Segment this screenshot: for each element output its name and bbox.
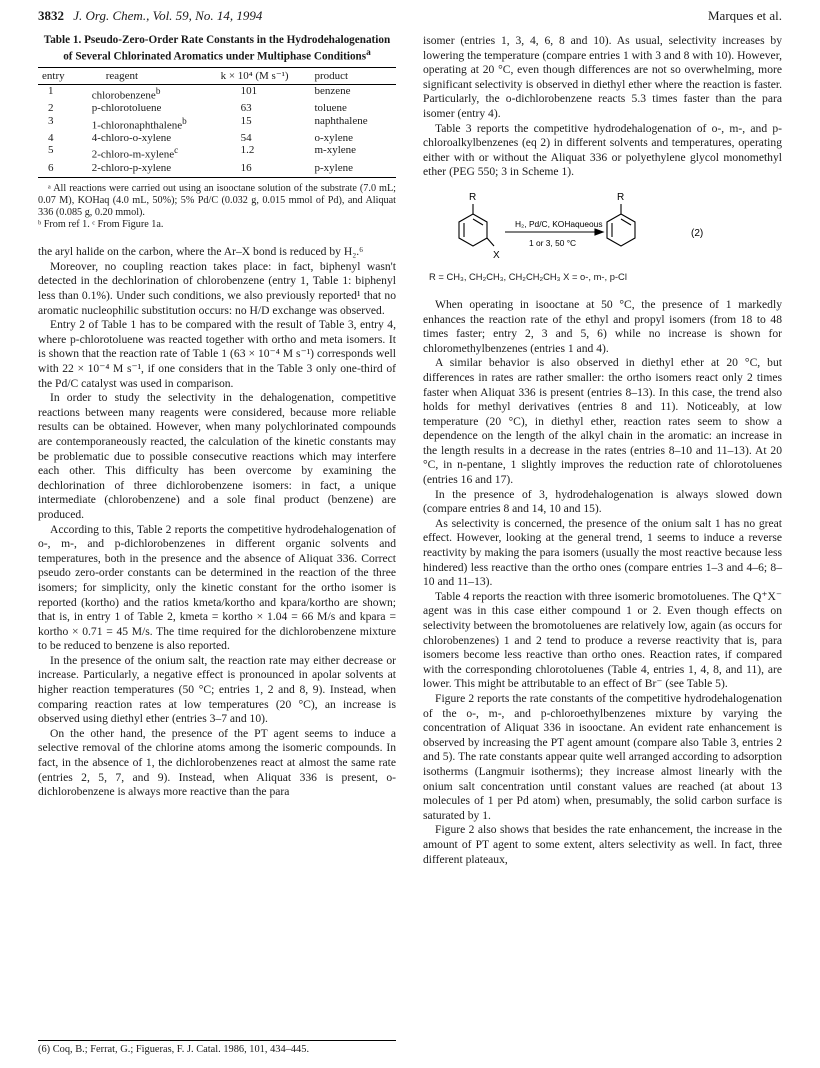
reagents-above-arrow: H₂, Pd/C, KOHaqueous bbox=[515, 218, 603, 229]
col-header-reagent: reagent bbox=[92, 68, 221, 85]
cell-entry: 2 bbox=[48, 101, 54, 114]
table1-header-row bbox=[38, 68, 396, 85]
cell-k: 101 bbox=[240, 84, 258, 97]
product-benzene-ring bbox=[607, 214, 635, 246]
left-paragraph: the aryl halide on the carbon, where the Ar–X bond is reduced by H₂.⁶ bbox=[38, 245, 364, 259]
left-paragraph: According to this, Table 2 reports the competitive hydrodehalogenation of o-, m-, and p-dichlorobenzenes in different organic solvents and temperatures, both in the presence and the absence of Aliquat 336. Correct pseudo zero-order constants can be determined in the reaction of the three isomers; for simplicity, only the kinetic constant for the ortho isomer is reported (kortho) and the ratios kmeta/kortho and kpara/kortho are shown; that is, in entry 1 of Table 2, kmeta = kortho × 1.04 = 66 M/s and kpara = kortho × 0.71 = 45 M/s. The time required for the dichlorobenzene mixture to be reduced to benzene is also reported. bbox=[38, 522, 396, 653]
table1-caption: Table 1. Pseudo-Zero-Order Rate Constants in the Hydrodehalogenation of Several Chlorinated Aromatics under Multiphase Conditions$^a$ bbox=[43, 34, 391, 63]
table1-caption-mark: a bbox=[366, 48, 371, 59]
left-paragraph: In the presence of the onium salt, the reaction rate may either decrease or increase. Particularly, a negative effect is pronounced in apolar solvents at higher reaction temperatures (50 °C; entries 1, 2 and 8, 9). Instead, when comparing reaction rates at low temperatures (20 °C), an increase is observed using diethyl ether (entries 3–7 and 10). bbox=[38, 653, 396, 726]
table1-footnote-bc: ᵇ From ref 1. ᶜ From Figure 1a. bbox=[38, 219, 164, 231]
x-label: X bbox=[493, 249, 500, 261]
cell-product: p-xylene bbox=[306, 162, 396, 178]
left-paragraph: In order to study the selectivity in the dehalogenation, competitive reactions between many reagents were considered, because more reliable results can be obtained. However, when many polychlorinated compounds are contemporaneously reacted, the calculation of the kinetic constants may be problematic due to possible consecutive reactions which may interfere each other. This difficulty has been overcome by examining the dechlorination of three dichlorobenzene isomers: in fact, a unique intermediate (chlorobenzene) and a sole final product (benzene) are produced. bbox=[38, 391, 396, 521]
cell-k: 54 bbox=[240, 131, 252, 144]
cell-product: toluene bbox=[314, 101, 347, 114]
left-paragraph: Entry 2 of Table 1 has to be compared with the result of Table 3, entry 4, where p-chlorotoluene was reacted together with ortho and meta isomers. It is shown that the reaction rate of Table 1 (63 × 10⁻⁴ M s⁻¹) corresponds well with 22 × 10⁻⁴ M s⁻¹, if one considers that in the Table 3 only one-third of the Pd/C catalyst was used in comparison. bbox=[38, 318, 396, 390]
cell-k: 63 bbox=[240, 101, 252, 114]
table-row bbox=[38, 115, 396, 132]
right-paragraph: A similar behavior is also observed in diethyl ether at 20 °C, but differences in rates are rather smaller: the ortho isomers react only 2 times faster when Aliquat 336 is present (entries 8–13). In this case, the trend also holds for methyl derivatives (entries 8 and 11). Noticeably, at low temperature (20 °C), in diethyl ether, reaction rates seem to show a dependence on the length of the alkyl chain in the aromatic: an increase in the length results in a decrease in the rates (entries 8–10 and 11–13). At 20 °C, in n-pentane, 1 slightly improves the reduction rate of chlorotoluenes (entries 16 and 17). bbox=[423, 356, 782, 487]
right-paragraph: isomer (entries 1, 3, 4, 6, 8 and 10). As usual, selectivity increases by lowering the temperature (compare entries 1 with 3 and 8 with 10). However, operating at 20 °C, even though differences are not so overwhelming, more significant selectivity is observed in diethyl ether where the reaction is faster. Particularly, the o-dichlorobenzene reacts 5.3 times faster than the para isomer (entry 4). bbox=[423, 34, 782, 120]
cell-entry: 4 bbox=[48, 131, 54, 144]
cell-k: 1.2 bbox=[240, 144, 255, 157]
table-row bbox=[38, 132, 396, 145]
page-header bbox=[38, 8, 782, 28]
table1 bbox=[38, 67, 396, 178]
scheme-drawing bbox=[423, 186, 782, 278]
right-paragraph: When operating in isooctane at 50 °C, the presence of 1 markedly enhances the reaction rate of the ethyl and propyl isomers (from 18 to 48 times faster; entry 2, 3 and 5, 6) while no increase is shown for chloromethylbenzenes (entries 1 and 4). bbox=[423, 297, 782, 355]
table1-footnote-a: ᵃ All reactions were carried out using an isooctane solution of the substrate (7.0 mL; 0.07 M), KOHaq (4.0 mL, 50%); 5% Pd/C (0.032 g, 0.015 mmol of Pd), and Aliquat 336 (0.085 g, 0.20 mmol). bbox=[38, 183, 396, 219]
col-header-entry: entry bbox=[38, 68, 92, 85]
cell-k: 15 bbox=[240, 114, 252, 127]
cell-footnote-mark: b bbox=[182, 115, 187, 126]
cell-product: naphthalene bbox=[314, 114, 368, 127]
table-row bbox=[38, 144, 396, 161]
cell-reagent: chlorobenzene$^b$ bbox=[91, 85, 161, 102]
right-paragraph: Table 4 reports the reaction with three isomeric bromotoluenes. The Q⁺X⁻ agent was in this case either compound 1 or 2. Even though effects on selectivity between the bromotoluenes are relatively low, again (as occurs for chlorobenzenes) 1 and 2 tend to produce a reverse reactivity that is, para isomers become less reactive than ortho ones. Reaction rates, if compared with the corresponding chlorotoluenes (Table 4, entries 1, 4, 8, and 11), are lower. This might be attributable to an effect of Br⁻ (see Table 5). bbox=[423, 589, 782, 691]
cell-reagent: p-chlorotoluene bbox=[91, 101, 162, 114]
left-column bbox=[38, 34, 396, 800]
footnote-ref6: (6) Coq, B.; Ferrat, G.; Figueras, F. J. Catal. 1986, 101, 434–445. bbox=[38, 1040, 396, 1055]
cell-entry: 3 bbox=[48, 114, 54, 127]
reactant-r-label: R bbox=[469, 191, 477, 203]
page-number: 3832 bbox=[38, 8, 64, 23]
col-header-product: product bbox=[306, 68, 396, 85]
cell-entry: 6 bbox=[38, 162, 92, 178]
cell-reagent: 4-chloro-o-xylene bbox=[91, 131, 172, 144]
scheme-caption: R = CH₃, CH₂CH₃, CH₂CH₂CH₃ X = o-, m-, p-Cl bbox=[429, 270, 627, 282]
cell-reagent: 1-chloronaphthalene$^b$ bbox=[91, 115, 187, 132]
right-paragraph: In the presence of 3, hydrodehalogenation is always slowed down (compare entries 8 and 14, 10 and 15). bbox=[423, 487, 782, 516]
right-paragraph: Figure 2 reports the rate constants of the competitive hydrodehalogenation of the o-, m-, and p-chloroethylbenzenes mixture by varying the concentration of Aliquat 336 in isooctane. An evident rate enhancement is observed by increasing the PT agent amount (compare also Table 3, entries 2 and 5). The rate constants appear quite well arranged according to adsorption isotherms (Langmuir isotherms); they increase almost linearly with the onium salt concentration until constant values are reached (at about 13 molecules of 1 per Pd atom) when, presumably, the solid carbon surface is saturated by 1. bbox=[423, 691, 782, 822]
cell-k: 16 bbox=[221, 162, 307, 178]
cell-footnote-mark: c bbox=[174, 145, 179, 156]
table-row bbox=[38, 162, 396, 178]
col-header-k: k × 10⁴ (M s⁻¹) bbox=[221, 68, 307, 85]
cell-reagent: 2-chloro-p-xylene bbox=[92, 162, 221, 178]
equation-number: (2) bbox=[691, 227, 704, 239]
right-column bbox=[423, 34, 782, 867]
cell-product: benzene bbox=[314, 84, 351, 97]
right-paragraph: Table 3 reports the competitive hydrodehalogenation of o-, m-, and p-chloroalkylbenzenes (eq 2) in different solvents and temperatures, operating either with or without the Aliquat 336 or polyethylene glycol monomethyl ether (PEG 550; 3 in Scheme 1). bbox=[423, 121, 782, 179]
cell-product: o-xylene bbox=[314, 131, 353, 144]
table-row bbox=[38, 102, 396, 115]
cell-footnote-mark: b bbox=[155, 85, 161, 96]
right-paragraph: Figure 2 also shows that besides the rate enhancement, the increase in the amount of PT agent to some extent, alters selectivity as well. In fact, three different plateaux, bbox=[423, 823, 782, 866]
cell-entry: 1 bbox=[48, 84, 54, 97]
reaction-scheme-eq2 bbox=[423, 186, 782, 296]
reactant-benzene-ring bbox=[459, 214, 487, 246]
left-paragraph: On the other hand, the presence of the PT agent seems to induce a selective removal of the chlorine atoms among the isomeric compounds. In fact, in the absence of 1, the dichlorobenzenes react at almost the same rate (entries 2, 5, 7, and 9). Instead, when Aliquat 336 is present, o-dichlorobenzene is always more reactive than the para bbox=[38, 726, 396, 799]
cell-entry: 5 bbox=[48, 144, 54, 157]
right-paragraph: As selectivity is concerned, the presence of the onium salt 1 has no great effect. However, looking at the general trend, 1 seems to induce a reverse reactivity by making the para isomers (usually the most reactive because less hindered) less reactive than the ortho ones (compare entries 1–3 and 4–6; 8–10 and 11–13). bbox=[423, 516, 782, 589]
table-row bbox=[38, 84, 396, 102]
left-paragraph: Moreover, no coupling reaction takes place: in fact, biphenyl wasn't detected in the dechlorination of chlorobenzene (entry 1, Table 1: biphenyl less than 0.1%). Under such conditions, we also previously reported¹ that no aromatic nucleophilic substitution occurs: no H/D exchange was observed. bbox=[38, 259, 396, 317]
cell-product: m-xylene bbox=[314, 144, 357, 157]
product-r-label: R bbox=[617, 191, 625, 203]
journal-citation: J. Org. Chem., Vol. 59, No. 14, 1994 bbox=[73, 8, 263, 23]
reagents-below-arrow: 1 or 3, 50 °C bbox=[529, 237, 577, 248]
running-authors: Marques et al. bbox=[707, 8, 782, 23]
cell-reagent: 2-chloro-m-xylene$^c$ bbox=[91, 145, 179, 162]
